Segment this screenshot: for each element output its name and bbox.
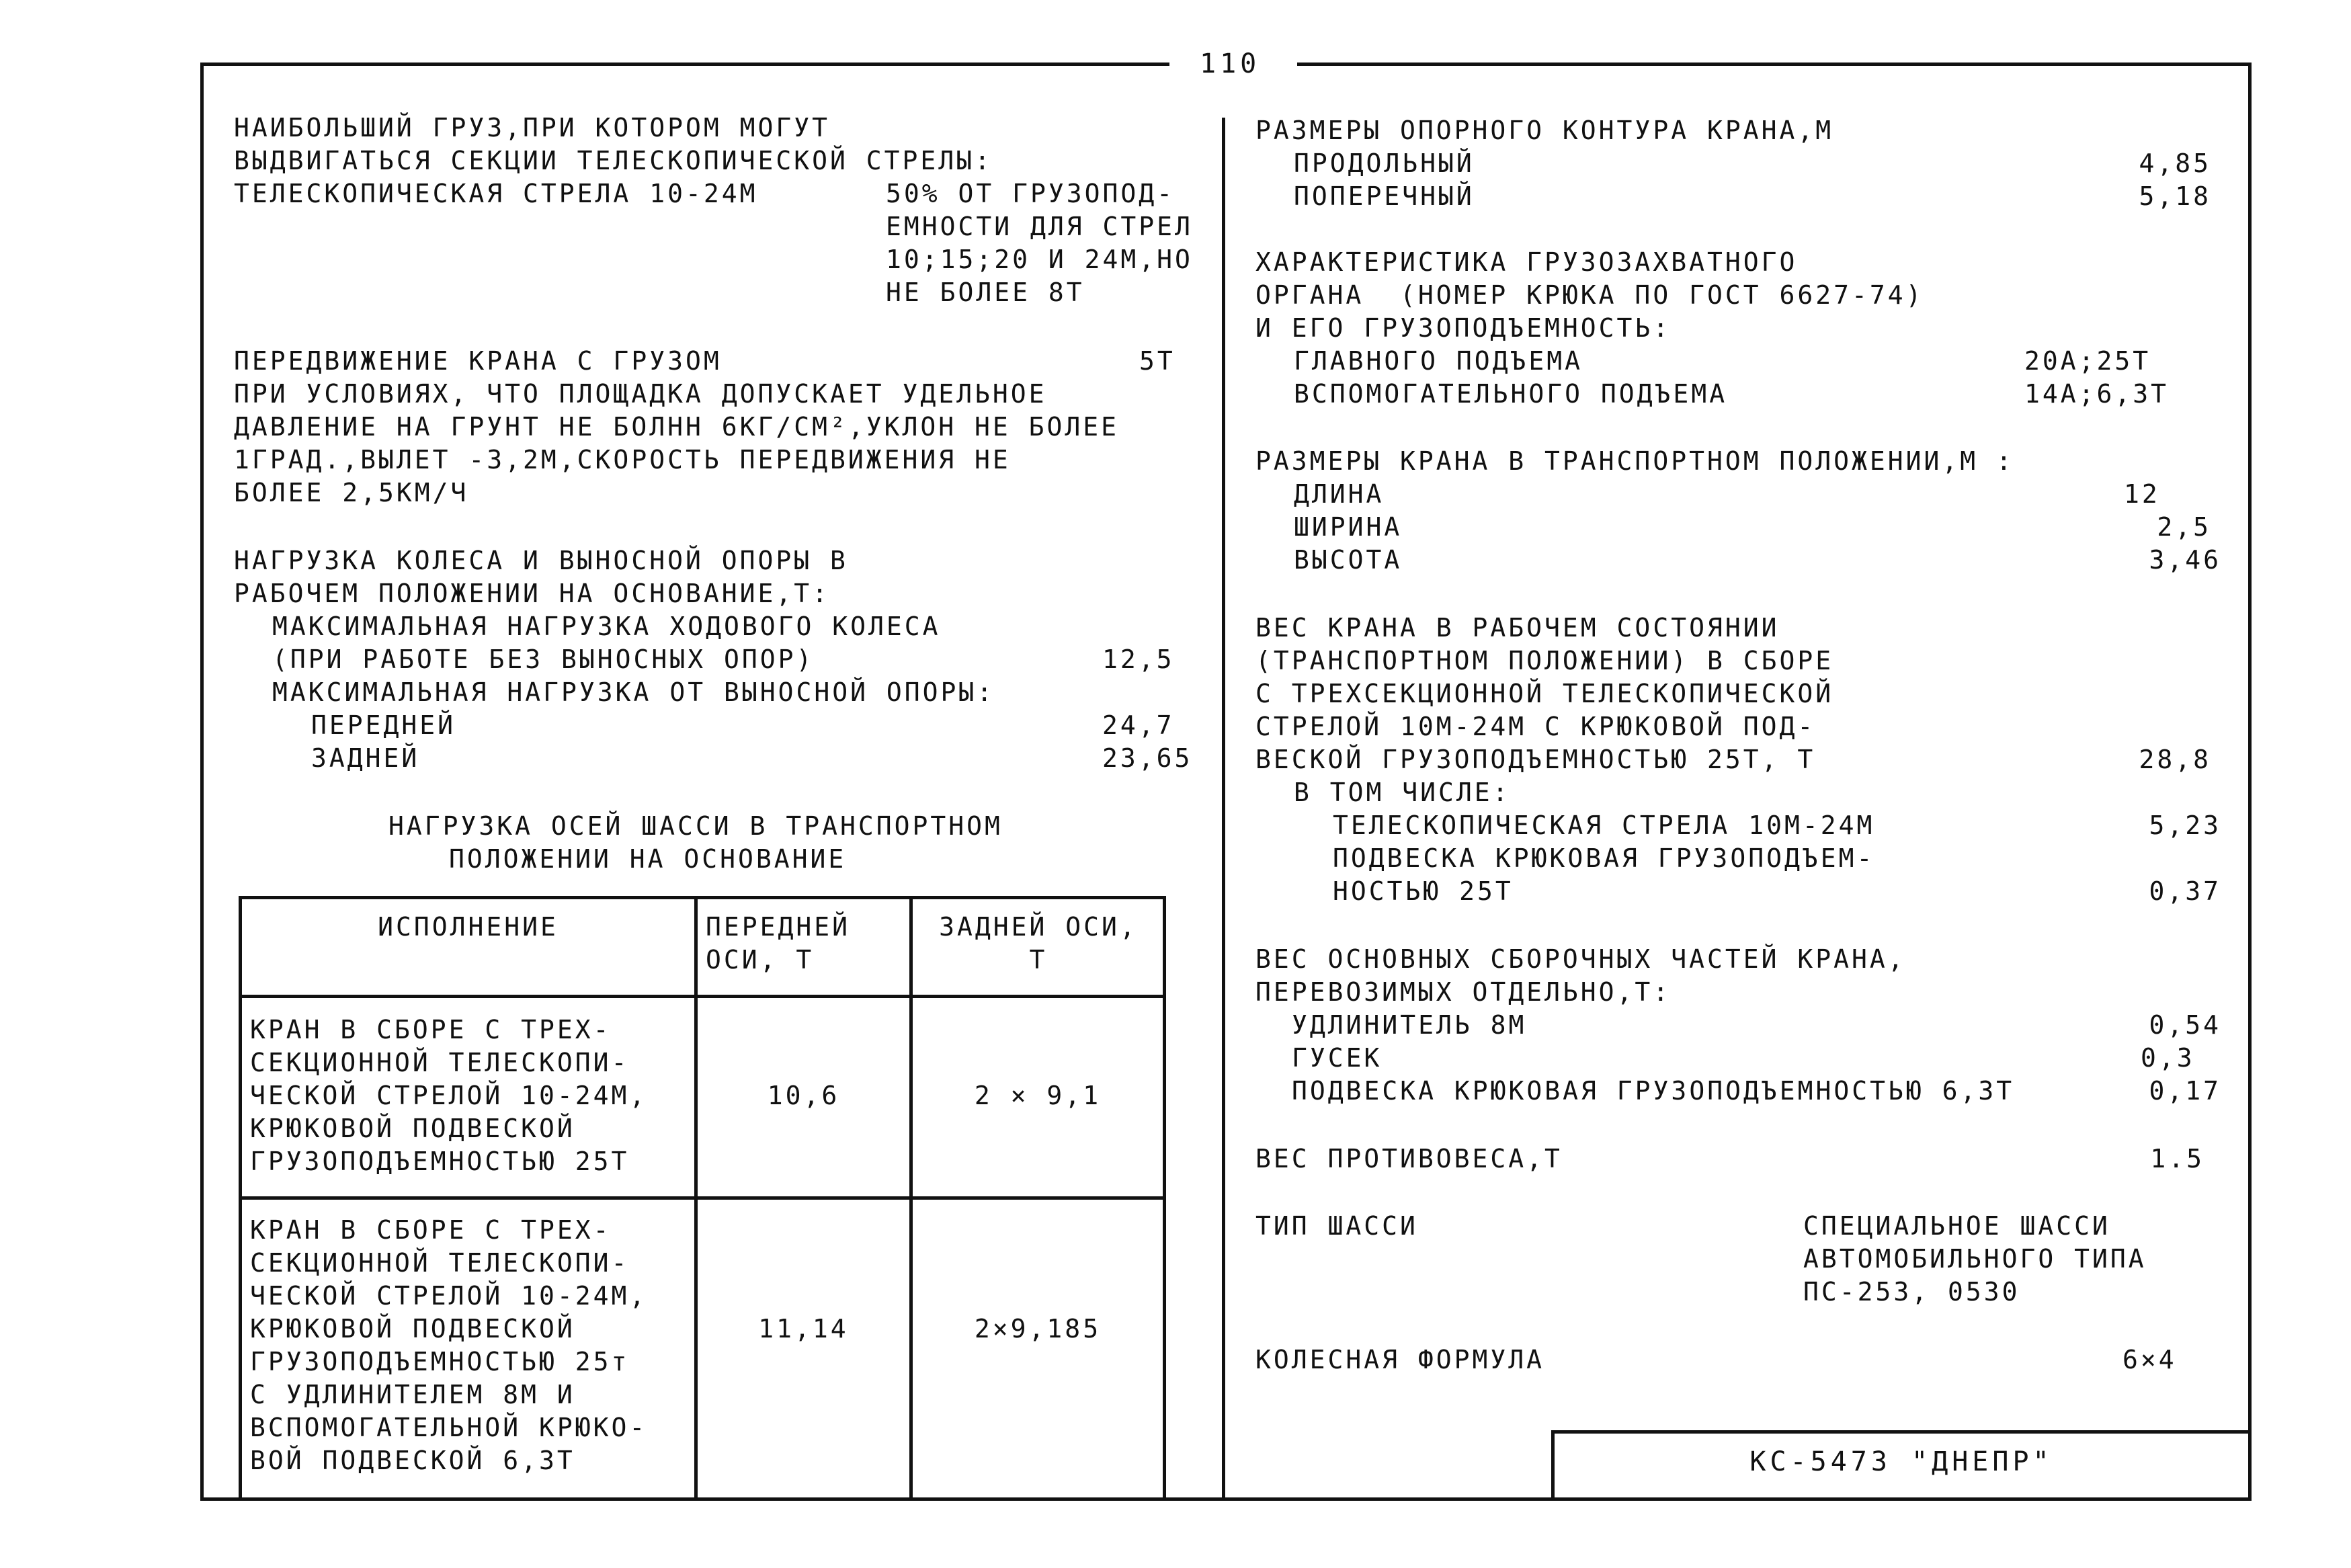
table-header-rear: ЗАДНЕЙ ОСИ, Т: [939, 912, 1138, 975]
weight-boom-value: 5,23: [2149, 811, 2221, 840]
wheel-heading-line2: РАБОЧЕМ ПОЛОЖЕНИИ НА ОСНОВАНИЕ,Т:: [234, 579, 830, 608]
table-line-v0: [239, 896, 242, 1501]
chassis-value-line2: АВТОМОБИЛЬНОГО ТИПА: [1803, 1244, 2147, 1274]
top-border-right: [1297, 63, 2252, 66]
frame-bottom: [200, 1497, 2252, 1501]
rear-outrigger-label: ЗАДНЕЙ: [311, 743, 420, 773]
axle-caption-line2: ПОЛОЖЕНИИ НА ОСНОВАНИЕ: [449, 844, 847, 874]
weight-heading-line3: С ТРЕХСЕКЦИОННОЙ ТЕЛЕСКОПИЧЕСКОЙ: [1255, 679, 1834, 708]
table-row2-front: 11,14: [758, 1314, 849, 1344]
table-row2-version: КРАН В СБОРЕ С ТРЕХ- СЕКЦИОННОЙ ТЕЛЕСКОПИ- ЧЕСКОЙ СТРЕЛОЙ 10-24М, КРЮКОВОЙ ПОДВЕСКОЙ ГРУЗОПОДЪЕМНОСТЬЮ 25т С УДЛИНИТЕЛЕМ 8М И ВСПОМОГАТЕЛЬНОЙ КРЮКО- ВОЙ ПОДВЕСКОЙ 6,3Т: [250, 1215, 648, 1475]
travel-conditions-line4: БОЛЕЕ 2,5КМ/Ч: [234, 478, 469, 507]
parts-extension-value: 0,54: [2149, 1010, 2221, 1040]
table-line-v2: [909, 896, 913, 1501]
transport-length-value: 12: [2124, 479, 2160, 509]
contour-heading: РАЗМЕРЫ ОПОРНОГО КОНТУРА КРАНА,М: [1255, 116, 1834, 145]
wheel-label-line2: (ПРИ РАБОТЕ БЕЗ ВЫНОСНЫХ ОПОР): [272, 645, 815, 674]
axle-caption-line1: НАГРУЗКА ОСЕЙ ШАССИ В ТРАНСПОРТНОМ: [388, 811, 1003, 841]
chassis-label: ТИП ШАССИ: [1255, 1211, 1418, 1241]
counterweight-label: ВЕС ПРОТИВОВЕСА,Т: [1255, 1144, 1563, 1173]
table-line-row1: [239, 1196, 1166, 1200]
max-load-item-label: ТЕЛЕСКОПИЧЕСКАЯ СТРЕЛА 10-24М: [234, 179, 758, 208]
hook-heading-line3: И ЕГО ГРУЗОПОДЪЕМНОСТЬ:: [1255, 313, 1672, 343]
hook-main-label: ГЛАВНОГО ПОДЪЕМА: [1294, 346, 1583, 376]
table-row1-rear: 2 × 9,1: [974, 1081, 1102, 1110]
front-outrigger-value: 24,7: [1102, 710, 1175, 740]
parts-heading-line2: ПЕРЕВОЗИМЫХ ОТДЕЛЬНО,Т:: [1255, 977, 1672, 1007]
chassis-value-line3: ПС-253, 0530: [1803, 1277, 2020, 1307]
table-line-v1: [694, 896, 698, 1501]
front-outrigger-label: ПЕРЕДНЕЙ: [311, 710, 456, 740]
contour-transverse-value: 5,18: [2139, 181, 2211, 211]
contour-transverse-label: ПОПЕРЕЧНЫЙ: [1294, 181, 1475, 211]
weight-heading-line1: ВЕС КРАНА В РАБОЧЕМ СОСТОЯНИИ: [1255, 613, 1780, 643]
table-row2-rear: 2×9,185: [974, 1314, 1102, 1344]
model-title: КС-5473 "ДНЕПР": [1749, 1446, 2053, 1477]
hook-heading-line1: ХАРАКТЕРИСТИКА ГРУЗОЗАХВАТНОГО: [1255, 247, 1798, 277]
travel-value: 5Т: [1139, 346, 1176, 376]
table-row1-version: КРАН В СБОРЕ С ТРЕХ- СЕКЦИОННОЙ ТЕЛЕСКОПИ- ЧЕСКОЙ СТРЕЛОЙ 10-24М, КРЮКОВОЙ ПОДВЕСКОЙ ГРУЗОПОДЪЕМНОСТЬЮ 25Т: [250, 1015, 648, 1176]
hook-aux-label: ВСПОМОГАТЕЛЬНОГО ПОДЪЕМА: [1294, 379, 1728, 409]
max-load-heading-line2: ВЫДВИГАТЬСЯ СЕКЦИИ ТЕЛЕСКОПИЧЕСКОЙ СТРЕЛЫ:: [234, 146, 993, 175]
max-load-value-line4: НЕ БОЛЕЕ 8Т: [886, 278, 1085, 307]
travel-label: ПЕРЕДВИЖЕНИЕ КРАНА С ГРУЗОМ: [234, 346, 722, 376]
table-header-front: ПЕРЕДНЕЙ ОСИ, Т: [706, 912, 851, 975]
transport-length-label: ДЛИНА: [1294, 479, 1385, 509]
weight-hook-label-line2: НОСТЬЮ 25Т: [1333, 876, 1514, 906]
transport-height-value: 3,46: [2149, 545, 2221, 575]
column-divider: [1222, 118, 1225, 1499]
hook-heading-line2: ОРГАНА (НОМЕР КРЮКА ПО ГОСТ 6627-74): [1255, 280, 1924, 310]
weight-hook-value: 0,37: [2149, 876, 2221, 906]
frame-right: [2248, 63, 2252, 1501]
weight-hook-label-line1: ПОДВЕСКА КРЮКОВАЯ ГРУЗОПОДЪЕМ-: [1333, 843, 1875, 873]
table-line-top: [239, 896, 1166, 899]
table-row1-front: 10,6: [767, 1081, 840, 1110]
transport-width-value: 2,5: [2157, 512, 2211, 542]
rear-outrigger-value: 23,65: [1102, 743, 1193, 773]
table-line-v3: [1163, 896, 1166, 1501]
table-line-header: [239, 995, 1166, 998]
contour-longitudinal-value: 4,85: [2139, 149, 2211, 178]
travel-conditions-line3: 1ГРАД.,ВЫЛЕТ -3,2М,СКОРОСТЬ ПЕРЕДВИЖЕНИЯ НЕ: [234, 445, 1011, 474]
hook-main-value: 20А;25Т: [2024, 346, 2151, 376]
wheel-heading-line1: НАГРУЗКА КОЛЕСА И ВЫНОСНОЙ ОПОРЫ В: [234, 546, 848, 575]
weight-boom-label: ТЕЛЕСКОПИЧЕСКАЯ СТРЕЛА 10М-24М: [1333, 811, 1875, 840]
parts-jib-value: 0,3: [2141, 1043, 2195, 1073]
hook-aux-value: 14А;6,3Т: [2024, 379, 2170, 409]
parts-heading-line1: ВЕС ОСНОВНЫХ СБОРОЧНЫХ ЧАСТЕЙ КРАНА,: [1255, 944, 1906, 974]
table-header-version: ИСПОЛНЕНИЕ: [378, 912, 559, 942]
max-load-value-line3: 10;15;20 И 24М,НО: [886, 245, 1193, 274]
max-load-heading-line1: НАИБОЛЬШИЙ ГРУЗ,ПРИ КОТОРОМ МОГУТ: [234, 113, 830, 142]
title-box-top: [1551, 1430, 2250, 1434]
travel-conditions-line2: ДАВЛЕНИЕ НА ГРУНТ НЕ БОЛНН 6КГ/СМ²,УКЛОН НЕ БОЛЕЕ: [234, 412, 1120, 442]
wheel-value: 12,5: [1102, 645, 1175, 674]
weight-subheading: В ТОМ ЧИСЛЕ:: [1294, 778, 1511, 807]
frame-left: [200, 63, 204, 1501]
top-border-left: [202, 63, 1169, 66]
transport-heading: РАЗМЕРЫ КРАНА В ТРАНСПОРТНОМ ПОЛОЖЕНИИ,М :: [1255, 446, 2014, 476]
parts-hook-value: 0,17: [2149, 1076, 2221, 1106]
travel-conditions-line1: ПРИ УСЛОВИЯХ, ЧТО ПЛОЩАДКА ДОПУСКАЕТ УДЕЛЬНОЕ: [234, 379, 1047, 409]
parts-hook-label: ПОДВЕСКА КРЮКОВАЯ ГРУЗОПОДЪЕМНОСТЬЮ 6,3Т: [1292, 1076, 2015, 1106]
weight-total-value: 28,8: [2139, 745, 2211, 774]
wheel-formula-label: КОЛЕСНАЯ ФОРМУЛА: [1255, 1345, 1545, 1374]
weight-heading-line2: (ТРАНСПОРТНОМ ПОЛОЖЕНИИ) В СБОРЕ: [1255, 646, 1834, 675]
outrigger-label: МАКСИМАЛЬНАЯ НАГРУЗКА ОТ ВЫНОСНОЙ ОПОРЫ:: [272, 677, 995, 707]
parts-extension-label: УДЛИНИТЕЛЬ 8М: [1292, 1010, 1527, 1040]
wheel-formula-value: 6×4: [2122, 1345, 2177, 1374]
contour-longitudinal-label: ПРОДОЛЬНЫЙ: [1294, 149, 1475, 178]
chassis-value-line1: СПЕЦИАЛЬНОЕ ШАССИ: [1803, 1211, 2110, 1241]
max-load-value-line2: ЕМНОСТИ ДЛЯ СТРЕЛ: [886, 212, 1193, 241]
transport-height-label: ВЫСОТА: [1294, 545, 1403, 575]
weight-heading-line5: ВЕСКОЙ ГРУЗОПОДЪЕМНОСТЬЮ 25Т, Т: [1255, 745, 1816, 774]
max-load-value-line1: 50% ОТ ГРУЗОПОД-: [886, 179, 1176, 208]
transport-width-label: ШИРИНА: [1294, 512, 1403, 542]
counterweight-value: 1.5: [2150, 1144, 2204, 1173]
parts-jib-label: ГУСЕК: [1292, 1043, 1383, 1073]
weight-heading-line4: СТРЕЛОЙ 10М-24М С КРЮКОВОЙ ПОД-: [1255, 712, 1816, 741]
page-number: 110: [1200, 48, 1261, 79]
wheel-label-line1: МАКСИМАЛЬНАЯ НАГРУЗКА ХОДОВОГО КОЛЕСА: [272, 612, 941, 641]
